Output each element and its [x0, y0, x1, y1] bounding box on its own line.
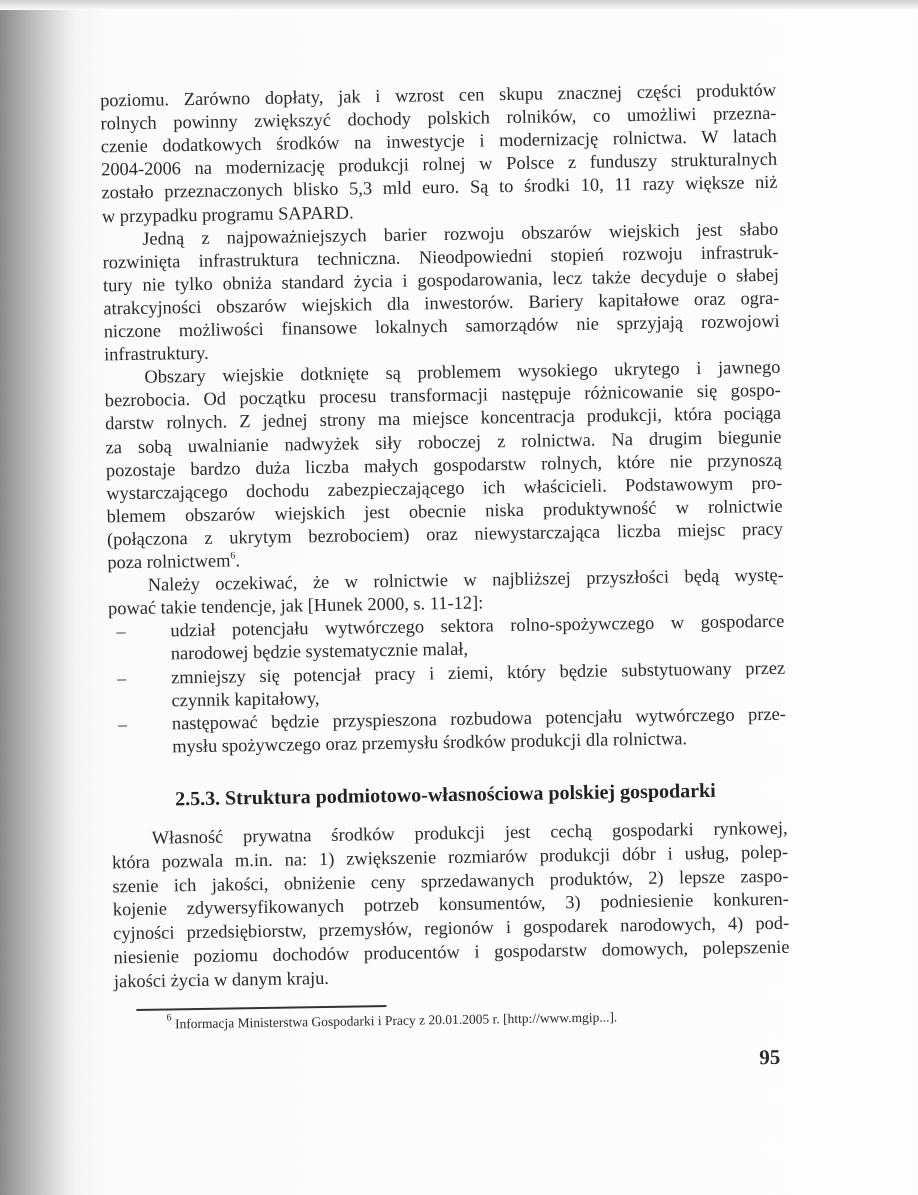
line-text: pozostaje bardzo duża liczba małych gospodarstw rolnych, które nie przynoszą: [105, 449, 782, 480]
line-text: w przypadku programu SAPARD.: [101, 201, 354, 226]
footnote-reference: 6: [230, 550, 236, 562]
section-heading: 2.5.3. Struktura podmiotowo-własnościowa polskiej gospodarki: [174, 779, 716, 811]
line-text: kojenie zdywersyfikowanych potrzeb konsumentów, 3) podniesienie konkuren-: [112, 889, 789, 920]
line-text: Własność prywatna środków produkcji jest cechą gospodarki rynkowej,: [151, 817, 788, 848]
footnote-divider: [136, 1005, 386, 1010]
line-text: infrastruktury.: [103, 342, 209, 365]
page-number: 95: [759, 1044, 781, 1070]
line-text: jakości życia w danym kraju.: [113, 967, 330, 992]
line-text: czenie dodatkowych środków na inwestycje i modernizację rolnictwa. W latach: [100, 125, 777, 157]
line-text: zostało przeznaczonych blisko 5,3 mld euro. Są to środki 10, 11 razy większe niż: [101, 172, 778, 203]
line-text: Obszary wiejskie dotknięte są problemem wysokiego ukrytego i jawnego: [144, 356, 781, 387]
bullet-dash: –: [116, 621, 126, 642]
line-text: udział potencjału wytwórczego sektora rolno-spożywczego w gospodarce: [170, 611, 785, 641]
line-text: niczone możliwości finansowe lokalnych samorządów nie sprzyjają rozwojowi: [103, 310, 780, 342]
line-text: atrakcyjności obszarów wiejskich dla inwestorów. Bariery kapitałowe oraz ogra-: [103, 287, 780, 319]
line-text: blemem obszarów wiejskich jest obecnie niska produktywność w rolnictwie: [106, 495, 783, 527]
line-text: (połączona z ukrytym bezrobociem) oraz niewystarczająca liczba miejsc pracy: [106, 518, 784, 550]
line-text: pować takie tendencje, jak [Hunek 2000, s. 11-12]:: [107, 592, 484, 619]
line-text: Jedną z najpoważniejszych barier rozwoju obszarów wiejskich jest słabo: [142, 218, 779, 249]
line-text: czynnik kapitałowy,: [171, 687, 320, 710]
line-text: rolnych powinny zwiększyć dochody polskich rolników, co umożliwi przezna-: [100, 102, 777, 134]
bullet-dash: –: [117, 713, 128, 734]
line-text: mysłu spożywczego oraz przemysłu środków produkcji dla rolnictwa.: [172, 728, 688, 757]
line-text: cyjności przedsiębiorstw, przemysłów, regionów i gospodarek narodowych, 4) pod-: [113, 912, 790, 944]
line-text: poza rolnictwem: [107, 550, 231, 573]
line-text: 2004-2006 na modernizację produkcji rolnej w Polsce z funduszy strukturalnych: [101, 149, 778, 180]
line-text: zmniejszy się potencjał pracy i ziemi, który będzie substytuowany przez: [171, 657, 786, 687]
line-text: wystarczającego dochodu zabezpieczającego ich właścicieli. Podstawowym pro-: [106, 472, 783, 504]
line-text: bezrobocia. Od początku procesu transformacji następuje różnicowanie się gospo-: [104, 380, 781, 411]
line-text: niesienie poziomu dochodów producentów i gospodarstw domowych, polepszenie: [113, 936, 790, 968]
line-text: poziomu. Zarówno dopłaty, jak i wzrost cen skupu znacznej części produktów: [99, 79, 777, 111]
bullet-dash: –: [117, 667, 127, 688]
footnote-marker: 6: [166, 1012, 172, 1024]
line-text: Należy oczekiwać, że w rolnictwie w najbliższej przyszłości będą wystę-: [147, 564, 784, 595]
line-text: która pozwala m.in. na: 1) zwiększenie rozmiarów produkcji dóbr i usług, polep-: [111, 841, 789, 873]
footnote-text: Informacja Ministerstwa Gospodarki i Pracy z 20.01.2005 r. [http://www.mgip...].: [174, 1009, 618, 1032]
line-text: .: [235, 550, 241, 571]
line-text: następować będzie przyspieszona rozbudowa potencjału wytwórczego prze-: [171, 703, 786, 734]
footnote: [167, 1009, 618, 1032]
line-text: szenie ich jakości, obniżenie ceny sprzedawanych produktów, 2) lepsze zaspo-: [112, 865, 789, 896]
line-text: darstw rolnych. Z jednej strony ma miejsce koncentracja produkcji, która pociąga: [105, 403, 782, 434]
line-text: tury nie tylko obniża standard życia i gospodarowania, lecz także decyduje o słabej: [102, 264, 780, 296]
line-text: rozwinięta infrastruktura techniczna. Nieodpowiedni stopień rozwoju infrastruk-: [102, 241, 779, 273]
line-text: narodowej będzie systematycznie malał,: [170, 639, 469, 664]
line-text: za sobą uwalnianie nadwyżek siły roboczej z rolnictwa. Na drugim biegunie: [105, 426, 782, 457]
